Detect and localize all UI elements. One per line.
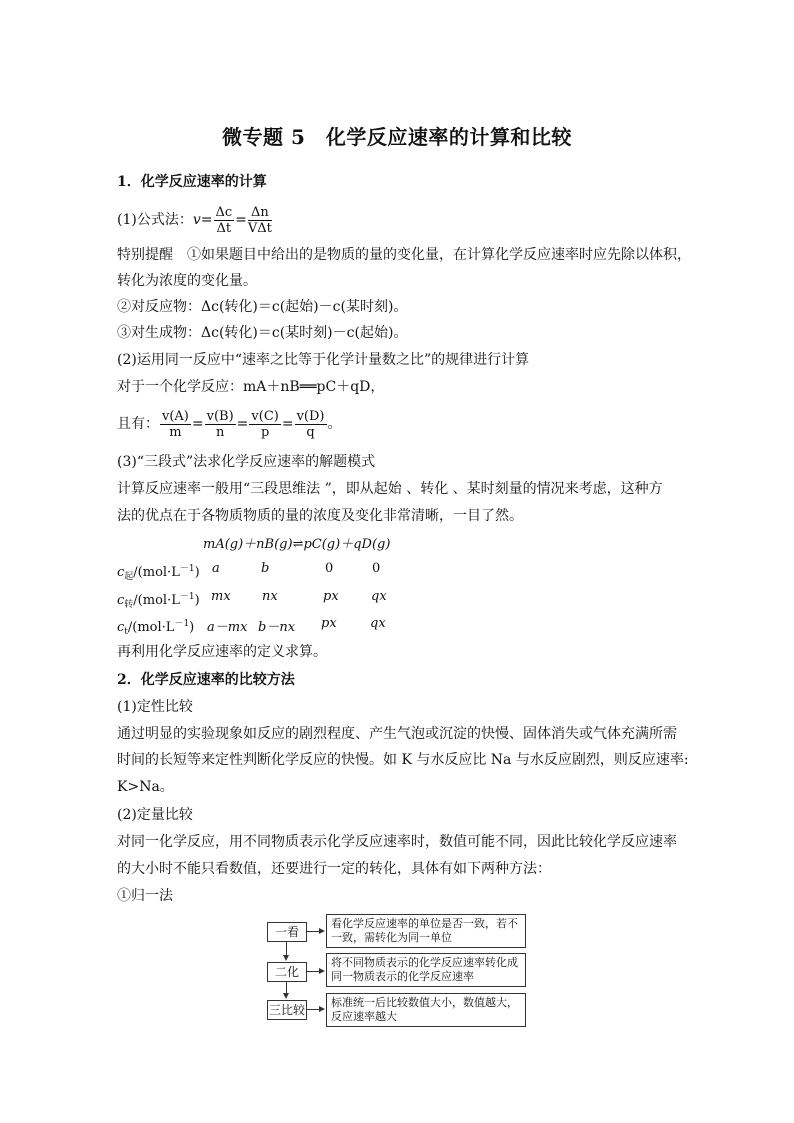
fraction-numerator: v(C) (251, 408, 279, 424)
fraction-denominator: p (260, 424, 270, 440)
connector-line (286, 941, 287, 956)
flow-step-look: 一看 (267, 922, 307, 942)
fraction-denominator: q (306, 424, 315, 440)
cell-a: mx (211, 589, 231, 604)
fraction-numerator: Δn (248, 205, 272, 221)
quantitative-text-2: 的大小时不能只看数值，还要进行一定的转化，具体有如下两种方法： (117, 861, 551, 877)
label-sup: －1 (179, 592, 195, 602)
quantitative-text-1: 对同一化学反应，用不同物质表示化学反应速率时，数值可能不同，因此比较化学反应速率 (117, 834, 677, 850)
fraction-dn-vdt (248, 205, 272, 236)
connector-line (306, 931, 320, 932)
normalization-method: ①归一法 (117, 888, 173, 904)
row-label (117, 561, 200, 582)
flow-step-convert: 二化 (267, 962, 307, 982)
fraction-numerator: v(A) (162, 408, 189, 424)
fraction-numerator: Δc (215, 204, 233, 220)
connector-line (306, 1009, 320, 1010)
three-stage-row (117, 616, 417, 636)
formula-v: v (192, 212, 201, 228)
label-sup: －1 (174, 619, 190, 629)
ratio-prefix: 且有： (117, 416, 159, 432)
fraction-numerator: v(D) (296, 408, 325, 424)
label-sub: t (124, 627, 128, 637)
paragraph-2b: 对于一个化学反应：mA＋nB══pC＋qD， (117, 379, 385, 395)
section-1-heading: 1．化学反应速率的计算 (117, 174, 267, 190)
paragraph-2: (2)运用同一反应中“速率之比等于化学计量数之比”的规律进行计算 (117, 352, 530, 368)
cell-d: qx (370, 616, 386, 631)
flow-note-look: 看化学反应速率的单位是否一致，若不一致，需转化为同一单位 (326, 914, 526, 948)
fraction-numerator: v(B) (206, 408, 234, 424)
label-end: ) (194, 565, 200, 580)
arrow-down-icon (283, 955, 289, 961)
quantitative-heading: (2)定量比较 (117, 807, 193, 823)
paragraph-3d: 再利用化学反应速率的定义求算。 (117, 644, 327, 660)
label-unit: /(mol·L (127, 620, 175, 635)
three-stage-row (117, 561, 417, 581)
paragraph-3b: 计算反应速率一般用“三段思维法 ”，即从起始 、转化 、某时刻量的情况来考虑，这种方 (117, 481, 663, 497)
flow-step-compare: 三比较 (267, 1000, 307, 1020)
cell-d: qx (371, 589, 387, 604)
cell-a: a－mx (207, 620, 248, 635)
label-unit: /(mol·L (133, 565, 180, 580)
qualitative-text-2: 时间的长短等来定性判断化学反应的快慢。如 K 与水反应比 Na 与水反应剧烈，则反应速率: (117, 752, 689, 768)
tip-line-2: ②对反应物：Δc(转化)＝c(起始)－c(某时刻)。 (117, 299, 408, 315)
label-sub: 转 (124, 600, 134, 610)
cell-d: 0 (372, 561, 381, 576)
label-sup: －1 (179, 564, 195, 574)
arrow-down-icon (283, 993, 289, 999)
tip-line-1b: 转化为浓度的变化量。 (117, 273, 257, 289)
cell-b: b (261, 561, 270, 576)
formula-eq-1: = (200, 212, 213, 228)
qualitative-text-1: 通过明显的实验现象如反应的剧烈程度、产生气泡或沉淀的快慢、固体消失或气体充满所需 (117, 726, 677, 742)
label-c: c (117, 620, 125, 635)
ratio-eq: = (191, 416, 204, 432)
qualitative-text-3: K>Na。 (117, 779, 174, 795)
section-2-heading: 2．化学反应速率的比较方法 (117, 672, 295, 688)
row-label (117, 616, 194, 637)
flow-note-convert: 将不同物质表示的化学反应速率转化成同一物质表示的化学反应速率 (326, 953, 526, 987)
arrow-right-icon (319, 1006, 325, 1012)
ratio-fraction-d (295, 409, 327, 440)
three-stage-row (117, 589, 417, 609)
tip-line-3: ③对生成物：Δc(转化)＝c(某时刻)－c(起始)。 (117, 325, 408, 341)
arrow-right-icon (319, 928, 325, 934)
flow-note-compare: 标准统一后比较数值大小，数值越大，反应速率越大 (326, 993, 526, 1027)
ratio-fraction-a (160, 409, 191, 440)
ratio-end: 。 (327, 416, 342, 432)
ratio-eq: = (281, 416, 294, 432)
cell-a: a (212, 561, 220, 576)
qualitative-heading: (1)定性比较 (117, 699, 193, 715)
label-end: ) (189, 620, 195, 635)
fraction-denominator: n (215, 424, 225, 440)
fraction-denominator: m (169, 424, 182, 440)
paragraph-3: (3)“三段式”法求化学反应速率的解题模式 (117, 454, 376, 470)
cell-c: px (323, 589, 339, 604)
label-c: c (117, 565, 125, 580)
label-c: c (117, 593, 125, 608)
tip-line-1: 特别提醒 ①如果题目中给出的是物质的量的变化量，在计算化学反应速率时应先除以体积， (117, 247, 691, 263)
row-label (117, 589, 200, 610)
fraction-denominator: Δt (216, 220, 232, 236)
arrow-right-icon (319, 968, 325, 974)
connector-line (306, 971, 320, 972)
page-title: 微专题 5 化学反应速率的计算和比较 (222, 125, 572, 149)
formula-prefix: (1)公式法： (117, 212, 193, 228)
ratio-line (117, 403, 342, 445)
ratio-eq: = (236, 416, 249, 432)
three-stage-equation: mA(g)＋nB(g)⇌pC(g)＋qD(g) (203, 537, 391, 552)
ratio-fraction-c (249, 409, 280, 440)
fraction-dc-dt (214, 205, 235, 236)
formula-eq-2: = (235, 212, 247, 228)
label-end: ) (194, 593, 200, 608)
cell-c: px (321, 616, 337, 631)
ratio-fraction-b (205, 409, 236, 440)
formula-line (117, 200, 273, 240)
label-sub: 起 (124, 572, 134, 582)
fraction-denominator: VΔt (247, 220, 272, 236)
cell-b: b－nx (258, 620, 296, 635)
cell-c: 0 (325, 561, 334, 576)
cell-b: nx (262, 589, 278, 604)
paragraph-3c: 法的优点在于各物质物质的量的浓度及变化非常清晰，一目了然。 (117, 508, 523, 524)
label-unit: /(mol·L (133, 593, 180, 608)
